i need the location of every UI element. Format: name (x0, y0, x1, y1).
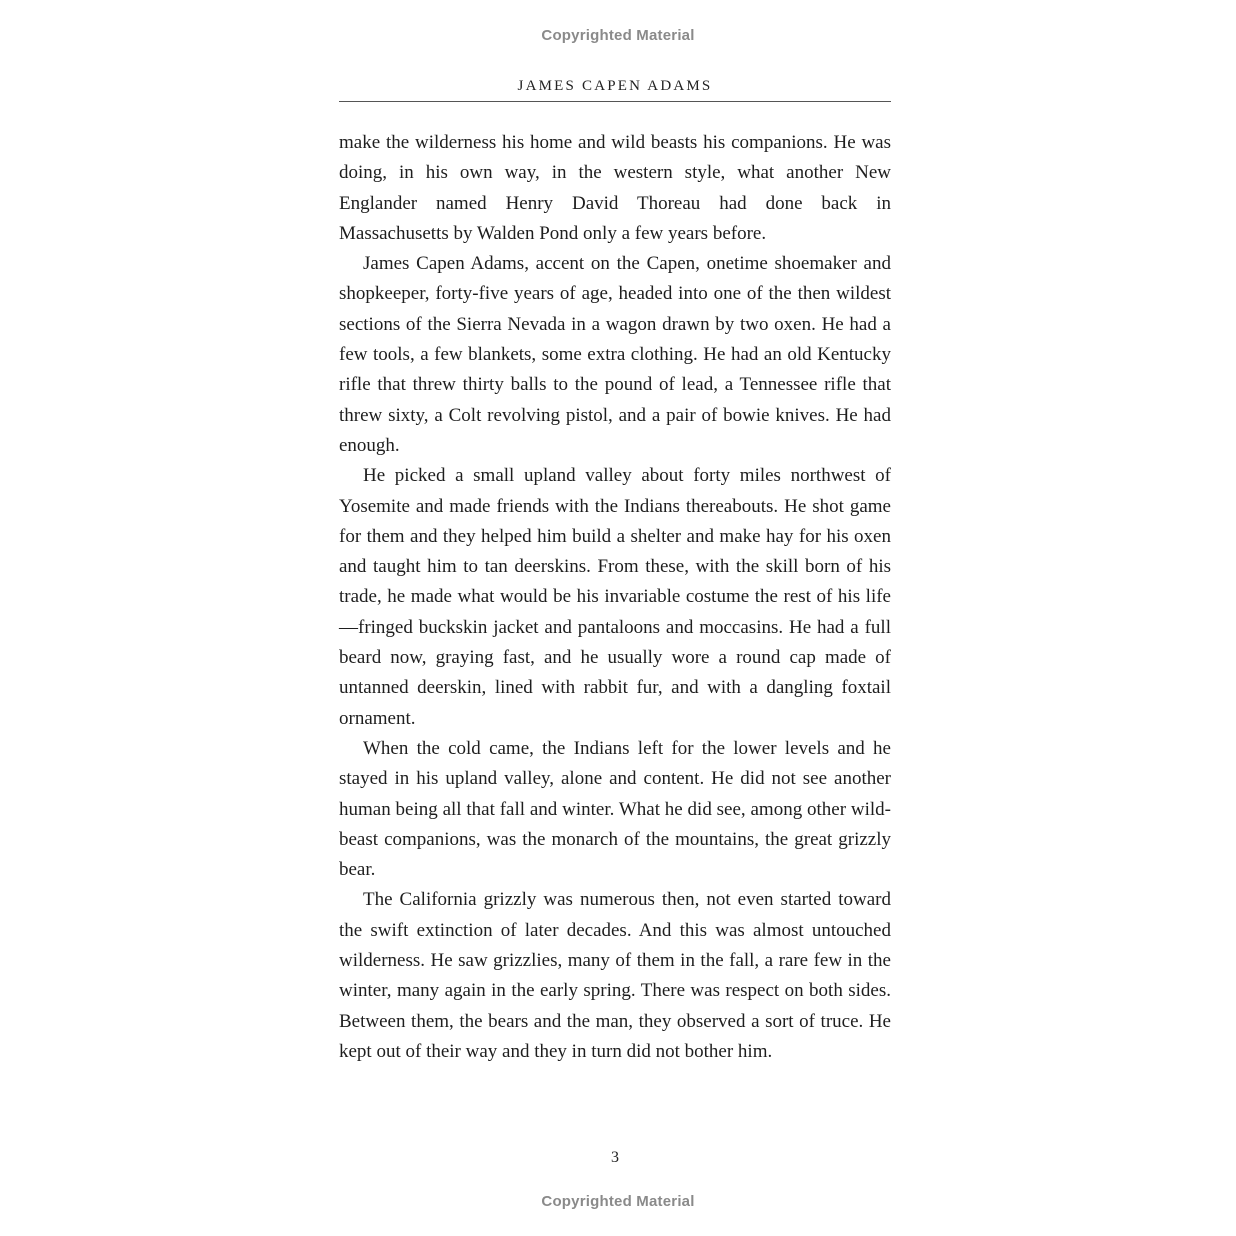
running-head: JAMES CAPEN ADAMS (517, 78, 713, 94)
paragraph-5: The California grizzly was numerous then, not even started toward the swift extinction of later decades. And this was almost untouched wilderness. He saw grizzlies, many of them in the fall, a rare few in the winter, many again in the early spring. There was respect on both sides. Between them, the bears and the man, they observed a sort of truce. He kept out of their way and they in turn did not bother him. (339, 889, 891, 1062)
page-number: 3 (611, 1149, 619, 1166)
copyright-watermark-top: Copyrighted Material (541, 27, 695, 44)
header-rule (339, 101, 891, 102)
paragraph-4: When the cold came, the Indians left for the lower levels and he stayed in his upland valley, alone and content. He did not see another human being all that fall and winter. What he did see, among other wild-beast companions, was the monarch of the mountains, the great grizzly bear. (339, 737, 891, 881)
paragraph-1: make the wilderness his home and wild beasts his companions. He was doing, in his own way, in the western style, what another New Englander named Henry David Thoreau had done back in Massachusetts by Walden Pond only a few years before. (339, 132, 891, 244)
paragraph-3: He picked a small upland valley about forty miles northwest of Yosemite and made friends with the Indians thereabouts. He shot game for them and they helped him build a shelter and make hay for his oxen and taught him to tan deerskins. From these, with the skill born of his trade, he made what would be his invariable costume the rest of his life—fringed buckskin jacket and pantaloons and moccasins. He had a full beard now, graying fast, and he usually wore a round cap made of untanned deerskin, lined with rabbit fur, and with a dangling foxtail ornament. (339, 465, 891, 729)
copyright-watermark-bottom: Copyrighted Material (541, 1193, 695, 1210)
body-text (339, 128, 891, 1067)
paragraph-2: James Capen Adams, accent on the Capen, onetime shoemaker and shopkeeper, forty-five years of age, headed into one of the then wildest sections of the Sierra Nevada in a wagon drawn by two oxen. He had a few tools, a few blankets, some extra clothing. He had an old Kentucky rifle that threw thirty balls to the pound of lead, a Tennessee rifle that threw sixty, a Colt revolving pistol, and a pair of bowie knives. He had enough. (339, 253, 891, 456)
